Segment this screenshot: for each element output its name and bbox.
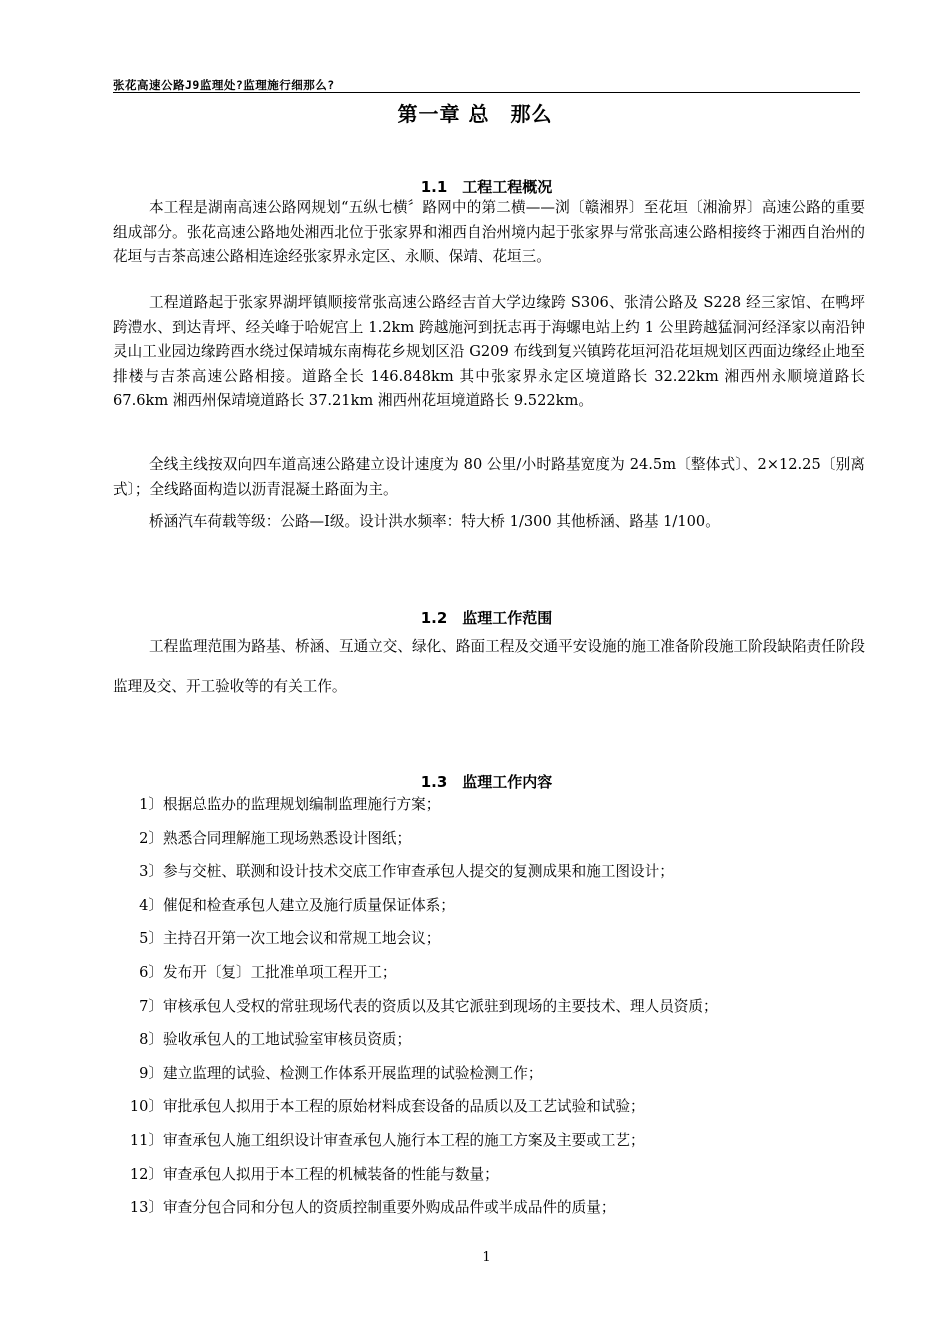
list-item: 2〕熟悉合同理解施工现场熟悉设计图纸；	[139, 829, 412, 847]
list-item: 9〕建立监理的试验、检测工作体系开展监理的试验检测工作；	[139, 1064, 543, 1082]
list-item: 1〕根据总监办的监理规划编制监理施行方案；	[139, 796, 441, 813]
section-title-1-1: 1.1 工程工程概况	[420, 178, 553, 196]
list-item: 6〕发布开〔复〕工批准单项工程开工；	[139, 963, 397, 981]
list-item: 7〕审核承包人受权的常驻现场代表的资质以及其它派驻到现场的主要技术、理人员资质；	[139, 997, 718, 1015]
list-item: 4〕催促和检查承包人建立及施行质量保证体系；	[139, 896, 455, 914]
work-content-list	[113, 795, 718, 1232]
list-item: 13〕审查分包合同和分包人的资质控制重要外购成品件或半成品件的质量；	[129, 1199, 616, 1217]
list-item: 12〕审查承包人拟用于本工程的机械装备的性能与数量；	[129, 1165, 499, 1183]
paragraph: 本工程是湖南高速公路网规划“五纵七横〞路网中的第二横——浏〔赣湘界〕至花垣〔湘渝界〕高速公路的重要组成部分。张花高速公路地处湘西北位于张家界和湘西自治州境内起于张家界与常张高速公路相接终于湘西自治州的花垣与吉茶高速公路相连途经张家界永定区、永顺、保靖、花垣三。	[113, 199, 865, 265]
paragraph: 工程监理范围为路基、桥涵、互通立交、绿化、路面工程及交通平安设施的施工准备阶段施工阶段缺陷责任阶段监理及交、开工验收等的有关工作。	[113, 638, 865, 695]
section-title-1-3: 1.3 监理工作内容	[420, 773, 553, 791]
list-item: 11〕审查承包人施工组织设计审查承包人施行本工程的施工方案及主要或工艺；	[129, 1131, 645, 1149]
list-item: 5〕主持召开第一次工地会议和常规工地会议；	[139, 930, 441, 948]
list-item: 3〕参与交桩、联测和设计技术交底工作审查承包人提交的复测成果和施工图设计；	[139, 863, 674, 881]
running-header: 张花高速公路J9监理处?监理施行细那么?	[113, 78, 335, 92]
page-number: 1	[482, 1250, 491, 1265]
paragraph: 桥涵汽车荷载等级：公路—Ⅰ级。设计洪水频率：特大桥 1/300 其他桥涵、路基 1/100。	[149, 513, 720, 530]
section-title-1-2: 1.2 监理工作范围	[420, 609, 553, 627]
list-item: 10〕审批承包人拟用于本工程的原始材料成套设备的品质以及工艺试验和试验；	[129, 1098, 645, 1116]
paragraph: 工程道路起于张家界湖坪镇顺接常张高速公路经吉首大学边缘跨 S306、张清公路及 S228 经三家馆、在鸭坪跨澧水、到达青坪、经关峰于哈妮宫上 1.2km 跨越施河到抚志再于海螺电站上约 1 公里跨越猛洞河经泽家以南沿钟灵山工业园边缘跨酉水绕过保靖城东南梅花乡规划区沿 G209 布线到复兴镇跨花垣河沿花垣规划区西面边缘经止地至排楼与吉茶高速公路相接。道路全长 146.848km 其中张家界永定区境道路长 32.22km 湘西州永顺境道路长 67.6km 湘西州保靖境道路长 37.21km 湘西州花垣境道路长 9.522km。	[113, 294, 865, 409]
list-item: 8〕验收承包人的工地试验室审核员资质；	[139, 1031, 412, 1049]
paragraph: 全线主线按双向四车道高速公路建立设计速度为 80 公里/小时路基宽度为 24.5m〔整体式〕、2×12.25〔别离式〕；全线路面构造以沥青混凝土路面为主。	[113, 456, 865, 498]
header-rule	[113, 92, 860, 93]
chapter-title: 第一章 总 那么	[397, 102, 553, 126]
